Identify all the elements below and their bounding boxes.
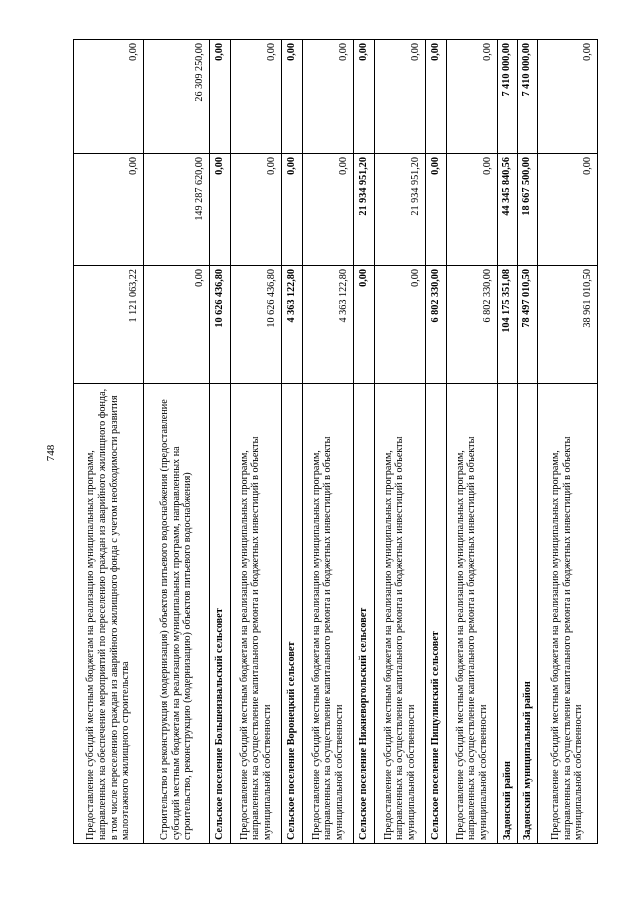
row-value-1-cell: 104 175 351,08 — [498, 266, 518, 384]
table-body — [74, 40, 598, 844]
row-value-1-cell: 4 363 122,80 — [303, 266, 354, 384]
row-value-2-cell: 21 934 951,20 — [375, 154, 426, 266]
row-name-cell: Предоставление субсидий местным бюджетам на реализацию муниципальных программ, направленных на осуществление капитального ремонта и бюджетных инвестиций в объекты муниципальной собственности — [375, 384, 426, 844]
row-value-1-cell: 78 497 010,50 — [518, 266, 538, 384]
row-value-3-cell: 0,00 — [282, 40, 303, 154]
table-row-section — [518, 40, 538, 844]
row-value-1-cell: 6 802 330,00 — [447, 266, 498, 384]
table-row — [538, 40, 598, 844]
row-name-cell: Предоставление субсидий местным бюджетам на реализацию муниципальных программ, направленных на осуществление капитального ремонта и бюджетных инвестиций в объекты муниципальной собственности — [303, 384, 354, 844]
row-value-1-cell: 0,00 — [144, 266, 210, 384]
row-value-3-cell: 0,00 — [231, 40, 282, 154]
row-value-2-cell: 0,00 — [426, 154, 447, 266]
table-row-section — [426, 40, 447, 844]
row-name-cell: Сельское поселение Пищулинский сельсовет — [426, 384, 447, 844]
table-row — [303, 40, 354, 844]
row-name-cell: Предоставление субсидий местным бюджетам на реализацию муниципальных программ, направленных на обеспечение мероприятий по переселению граждан из аварийного жилищного фонда, в том числе переселению граждан из аварийного жилищного фонда с учетом необходимости развития малоэтажного жилищного строительства — [74, 384, 144, 844]
row-value-3-cell: 0,00 — [426, 40, 447, 154]
row-name-cell: Предоставление субсидий местным бюджетам на реализацию муниципальных программ, направленных на осуществление капитального ремонта и бюджетных инвестиций в объекты муниципальной собственности — [447, 384, 498, 844]
row-value-3-cell: 0,00 — [447, 40, 498, 154]
row-value-1-cell: 10 626 436,80 — [210, 266, 231, 384]
row-value-3-cell: 7 410 000,00 — [518, 40, 538, 154]
budget-table — [73, 39, 598, 844]
table-row-section — [498, 40, 518, 844]
row-value-1-cell: 4 363 122,80 — [282, 266, 303, 384]
table-row — [231, 40, 282, 844]
row-value-2-cell: 0,00 — [210, 154, 231, 266]
row-name-cell: Задонский муниципальный район — [518, 384, 538, 844]
row-value-2-cell: 44 345 840,56 — [498, 154, 518, 266]
table-row — [447, 40, 498, 844]
row-value-2-cell: 0,00 — [538, 154, 598, 266]
table-row-section — [210, 40, 231, 844]
table-row-section — [282, 40, 303, 844]
row-value-2-cell: 0,00 — [231, 154, 282, 266]
row-name-cell: Сельское поселение Нижневоргольский сельсовет — [354, 384, 375, 844]
row-value-1-cell: 0,00 — [354, 266, 375, 384]
rotated-table-container — [73, 40, 594, 844]
row-value-3-cell: 0,00 — [303, 40, 354, 154]
row-value-2-cell: 0,00 — [74, 154, 144, 266]
row-value-2-cell: 0,00 — [282, 154, 303, 266]
row-value-2-cell: 18 667 500,00 — [518, 154, 538, 266]
table-row-section — [354, 40, 375, 844]
row-name-cell: Предоставление субсидий местным бюджетам на реализацию муниципальных программ, направленных на осуществление капитального ремонта и бюджетных инвестиций в объекты муниципальной собственности — [538, 384, 598, 844]
page-number: 748 — [45, 444, 57, 462]
row-value-3-cell: 0,00 — [375, 40, 426, 154]
row-name-cell: Предоставление субсидий местным бюджетам на реализацию муниципальных программ, направленных на осуществление капитального ремонта и бюджетных инвестиций в объекты муниципальной собственности — [231, 384, 282, 844]
table-row — [375, 40, 426, 844]
row-value-2-cell: 149 287 620,00 — [144, 154, 210, 266]
row-name-cell: Сельское поселение Воронецкий сельсовет — [282, 384, 303, 844]
row-name-cell: Задонский район — [498, 384, 518, 844]
row-value-3-cell: 26 309 250,00 — [144, 40, 210, 154]
row-value-3-cell: 0,00 — [538, 40, 598, 154]
row-name-cell: Строительство и реконструкция (модернизация) объектов питьевого водоснабжения (предоставление субсидий местным бюджетам на реализацию муниципальных программ, направленных на строительство, реконструкцию (модернизацию) объектов питьевого водоснабжения) — [144, 384, 210, 844]
row-value-2-cell: 21 934 951,20 — [354, 154, 375, 266]
row-value-3-cell: 0,00 — [74, 40, 144, 154]
row-name-cell: Сельское поселение Большеизвальский сельсовет — [210, 384, 231, 844]
row-value-1-cell: 10 626 436,80 — [231, 266, 282, 384]
table-row — [144, 40, 210, 844]
row-value-1-cell: 38 961 010,50 — [538, 266, 598, 384]
row-value-1-cell: 1 121 063,22 — [74, 266, 144, 384]
table-row — [74, 40, 144, 844]
row-value-2-cell: 0,00 — [303, 154, 354, 266]
row-value-1-cell: 0,00 — [375, 266, 426, 384]
row-value-3-cell: 7 410 000,00 — [498, 40, 518, 154]
row-value-3-cell: 0,00 — [354, 40, 375, 154]
row-value-1-cell: 6 802 330,00 — [426, 266, 447, 384]
row-value-2-cell: 0,00 — [447, 154, 498, 266]
row-value-3-cell: 0,00 — [210, 40, 231, 154]
